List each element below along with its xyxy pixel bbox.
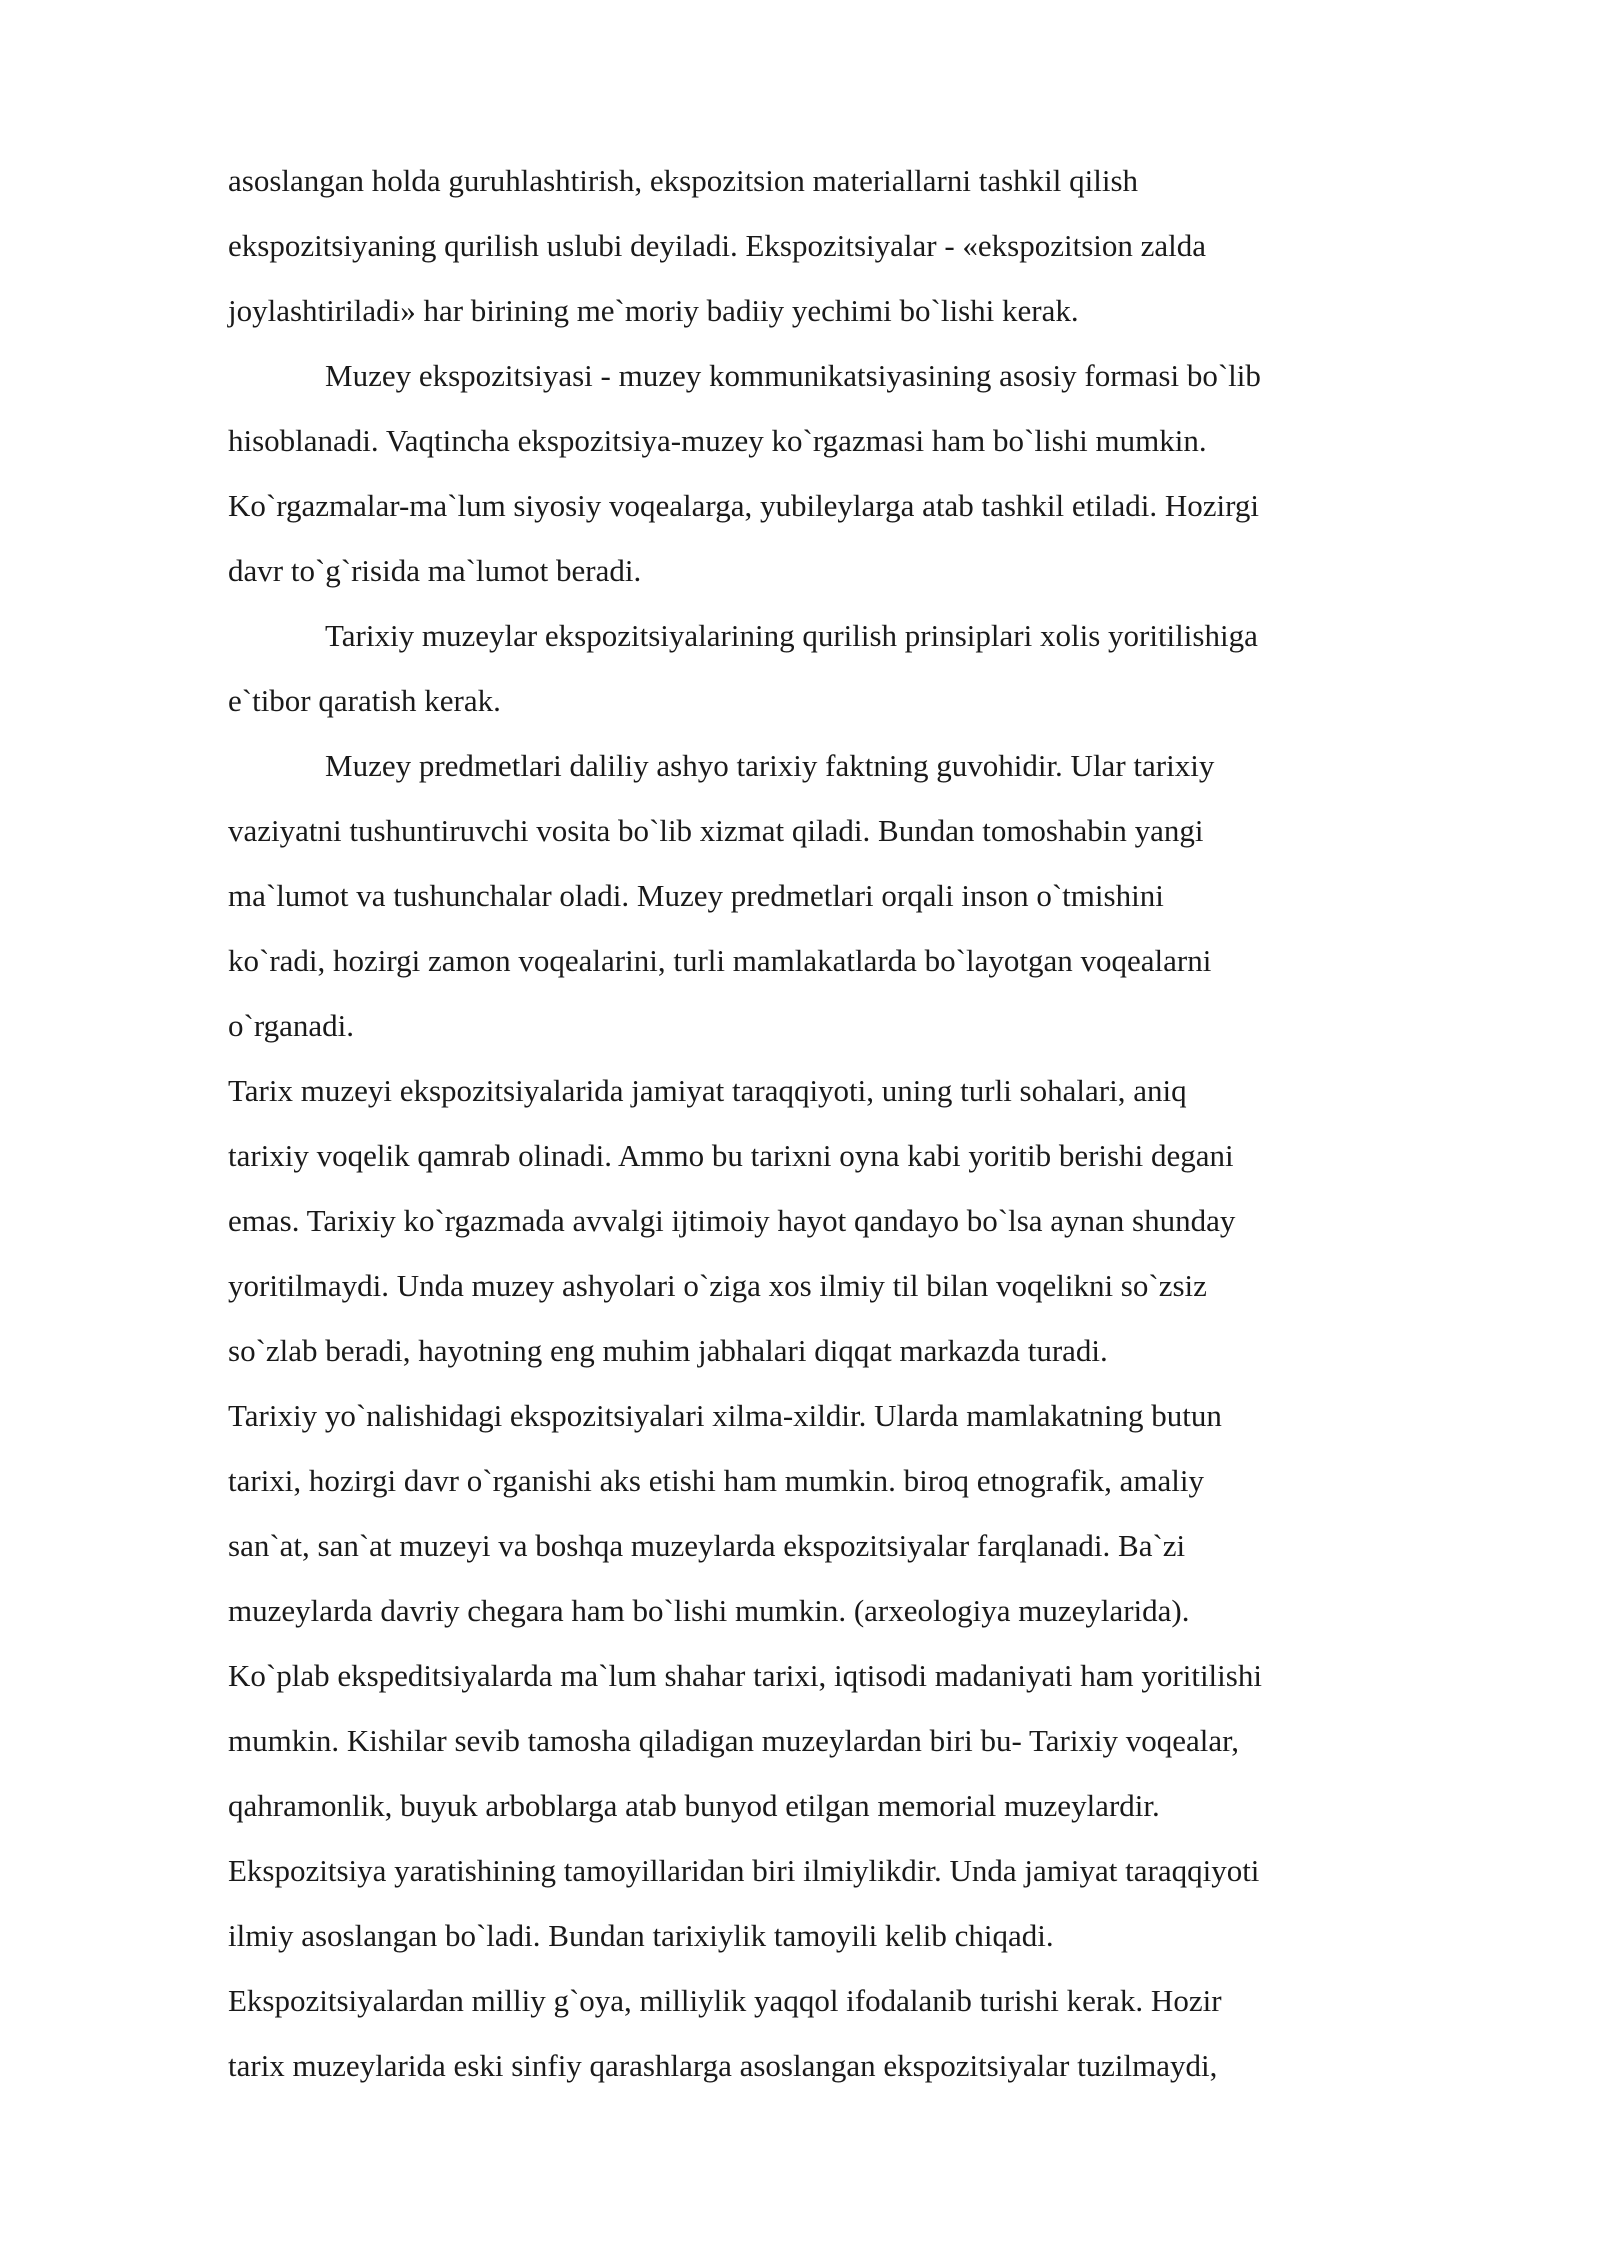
text-line: mumkin. Kishilar sevib tamosha qiladigan muzeylardan biri bu- Tarixiy voqealar,	[228, 1723, 1240, 1758]
text-line: ekspozitsiyaning qurilish uslubi deyiladi. Ekspozitsiyalar - «ekspozitsion zalda	[228, 228, 1207, 263]
text-line: tarix muzeylarida eski sinfiy qarashlarga asoslangan ekspozitsiyalar tuzilmaydi,	[228, 2048, 1218, 2083]
text-line: tarixi, hozirgi davr o`rganishi aks etishi ham mumkin. biroq etnografik, amaliy	[228, 1463, 1205, 1498]
text-line: davr to`g`risida ma`lumot beradi.	[228, 553, 642, 588]
text-line: ilmiy asoslangan bo`ladi. Bundan tarixiylik tamoyili kelib chiqadi.	[228, 1918, 1054, 1953]
text-line: emas. Tarixiy ko`rgazmada avvalgi ijtimoiy hayot qandayo bo`lsa aynan shunday	[228, 1203, 1236, 1238]
text-line: o`rganadi.	[228, 1008, 354, 1043]
text-line: ko`radi, hozirgi zamon voqealarini, turli mamlakatlarda bo`layotgan voqealarni	[228, 943, 1212, 978]
text-line: asoslangan holda guruhlashtirish, ekspozitsion materiallarni tashkil qilish	[228, 163, 1139, 198]
text-line: Muzey predmetlari daliliy ashyo tarixiy faktning guvohidir. Ular tarixiy	[325, 748, 1215, 783]
text-line: muzeylarda davriy chegara ham bo`lishi mumkin. (arxeologiya muzeylarida).	[228, 1593, 1190, 1628]
text-line: Ekspozitsiya yaratishining tamoyillaridan biri ilmiylikdir. Unda jamiyat taraqqiyoti	[228, 1853, 1260, 1888]
text-line: Muzey ekspozitsiyasi - muzey kommunikatsiyasining asosiy formasi bo`lib	[325, 358, 1261, 393]
document-body	[228, 148, 1528, 2098]
text-line: tarixiy voqelik qamrab olinadi. Ammo bu tarixni oyna kabi yoritib berishi degani	[228, 1138, 1234, 1173]
text-line: qahramonlik, buyuk arboblarga atab bunyod etilgan memorial muzeylardir.	[228, 1788, 1160, 1823]
text-line: san`at, san`at muzeyi va boshqa muzeylarda ekspozitsiyalar farqlanadi. Ba`zi	[228, 1528, 1186, 1563]
text-line: vaziyatni tushuntiruvchi vosita bo`lib xizmat qiladi. Bundan tomoshabin yangi	[228, 813, 1204, 848]
text-line: ma`lumot va tushunchalar oladi. Muzey predmetlari orqali inson o`tmishini	[228, 878, 1164, 913]
text-line: so`zlab beradi, hayotning eng muhim jabhalari diqqat markazda turadi.	[228, 1333, 1108, 1368]
text-line: Ekspozitsiyalardan milliy g`oya, milliylik yaqqol ifodalanib turishi kerak. Hozir	[228, 1983, 1222, 2018]
text-line: Ko`rgazmalar-ma`lum siyosiy voqealarga, yubileylarga atab tashkil etiladi. Hozirgi	[228, 488, 1259, 523]
text-line: hisoblanadi. Vaqtincha ekspozitsiya-muzey ko`rgazmasi ham bo`lishi mumkin.	[228, 423, 1207, 458]
text-line: Tarix muzeyi ekspozitsiyalarida jamiyat taraqqiyoti, uning turli sohalari, aniq	[228, 1073, 1187, 1108]
text-line: Tarixiy muzeylar ekspozitsiyalarining qurilish prinsiplari xolis yoritilishiga	[325, 618, 1258, 653]
text-line: yoritilmaydi. Unda muzey ashyolari o`ziga xos ilmiy til bilan voqelikni so`zsiz	[228, 1268, 1207, 1303]
text-line: joylashtiriladi» har birining me`moriy badiiy yechimi bo`lishi kerak.	[228, 293, 1079, 328]
text-line: e`tibor qaratish kerak.	[228, 683, 501, 718]
text-line: Tarixiy yo`nalishidagi ekspozitsiyalari xilma-xildir. Ularda mamlakatning butun	[228, 1398, 1222, 1433]
text-line: Ko`plab ekspeditsiyalarda ma`lum shahar tarixi, iqtisodi madaniyati ham yoritilishi	[228, 1658, 1262, 1693]
